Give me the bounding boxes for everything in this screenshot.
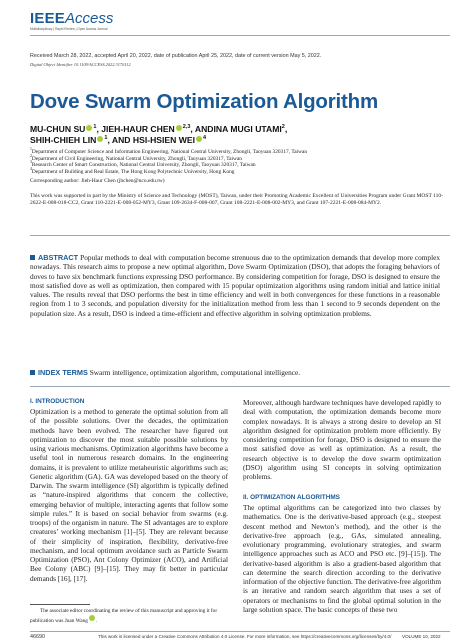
- introduction-body: Optimization is a method to generate the optimal solution from all of the possible solutions. Over the decades, the optimization methods have been evolved. The researcher have figured out optimization to discover the most suitable possible solutions by using various mechanisms. Optimization algorithms have become a useful tool in numerous research domains. In the engineering domains, it is prevalent to utilize metaheuristic algorithms such as; Genetic algorithm (GA). GA was developed based on the theory of Darwin. The swarm intelligence (SI) algorithm is typically defined as “nature-inspired algorithms that concern the collective, emerging behavior of multiple, interacting agents that follow some simple rules.” It is based on social behavior from swarms (e.g. troops) of the organism in nature. The SI advantages are to explore creatures’ working mechanism [1]–[5]. They are relevant because of their simplicity of inspiration, flexibility, derivative-free mechanism, and local optimum avoidance such as Particle Swarm Optimization (PSO), Ant Colony Optimizer (ACO), and Artificial Bee Colony (ABC) [9]–[15]. They may fit better in particular demands [16], [17].: [30, 407, 228, 583]
- orcid-icon[interactable]: [176, 125, 182, 131]
- affiliation-3: $^3$Research Center of Smart Construction, National Central University, Zhongli, Taoyuan 320317, Taiwan: [30, 160, 256, 168]
- abstract-label: ABSTRACT: [38, 253, 79, 262]
- section-heading-introduction: I. INTRODUCTION: [30, 398, 85, 405]
- orcid-icon[interactable]: [89, 615, 95, 621]
- section-heading-optimization: II. OPTIMIZATION ALGORITHMS: [243, 494, 340, 501]
- logo-tagline: Multidisciplinary | Rapid Review | Open Access Journal: [30, 27, 108, 31]
- affiliation-4: $^4$Department of Building and Real Estate, The Hong Kong Polytechnic University, Hong Kong: [30, 166, 235, 175]
- logo-access: Access: [64, 10, 114, 27]
- abstract: [30, 253, 440, 318]
- authors-line-2: [30, 135, 206, 145]
- author-name: , ANDINA MUGI UTAMI: [190, 124, 282, 134]
- authors-line-1: [30, 124, 287, 134]
- author-affil-sup: 1: [93, 124, 97, 131]
- author-name: , JIEH-HAUR CHEN: [96, 124, 175, 134]
- funding-note: This work was supported in part by the Ministry of Science and Technology (MOST), Taiwan, under their Promoting Academic Excellent of Universities Program under Grant MOST 110-2622-E-008-018-CC2, Grant 110-2221-E-008-052-MY3, Grant 109-2634-F-008-007, Grant 108-2221-E-008-002-MY3, and Grant 107-2221-E-008-084-MY2.: [30, 193, 443, 207]
- footnote-rule: [30, 604, 90, 605]
- page-number: 46690: [30, 634, 45, 640]
- footnote: The associate editor coordinating the review of this manuscript and approving it for publication was Juan Wang .: [30, 608, 218, 625]
- author-name: MU-CHUN SU: [30, 124, 86, 134]
- doi-line: Digital Object Identifier 10.1109/ACCESS.2022.3170112: [30, 62, 131, 67]
- footnote-text: The associate editor coordinating the review of this manuscript and approving it for publication was Juan Wang: [30, 608, 218, 625]
- index-terms-label: INDEX TERMS: [38, 368, 88, 377]
- author-affil-sup: 2,3: [182, 124, 191, 131]
- author-name: , AND HSI-HSIEN WEI: [107, 135, 195, 145]
- footer-rule: [30, 631, 450, 632]
- index-terms-text: Swarm intelligence, optimization algorithm, computational intelligence.: [89, 368, 301, 377]
- corresponding-author: Corresponding author: Jieh-Haur Chen (jhchen@ncu.edu.tw): [30, 178, 165, 184]
- header-rule: [30, 35, 450, 36]
- right-column-intro: Moreover, although hardware techniques have developed rapidly to deal with computation, the optimization demands become more complex nowadays. It is always a strong desire to develop an SI algorithm designed for optimization problem more efficiently. By considering competition for forage, DSO is designed to ensure the most satisfied dove as well as optimization. As a result, the research objective is to develop the dove swarm optimization (DSO) algorithm using SI concepts in solving optimization problems.: [243, 398, 441, 481]
- affiliation-1: $^1$Department of Computer Science and Information Engineering, National Central University, Zhongli, Taoyuan 320317, Taiwan: [30, 147, 308, 155]
- license-text[interactable]: This work is licensed under a Creative Commons Attribution 4.0 License. For more information, see https://creativecommons.org/licenses/by/4.0/: [98, 634, 392, 639]
- page-title: Dove Swarm Optimization Algorithm: [30, 90, 379, 113]
- journal-logo: [30, 10, 114, 34]
- abstract-text: Popular methods to deal with computation become strenuous due to the optimization demands that develop more complex nowadays. This research aims to propose a new optimal algorithm, Dove Swarm Optimization (DSO), that adopts the foraging behaviors of doves to have six benchmark functions expressing DSO performance. By considering competition for forage, DSO is designed to ensure the most satisfied dove as well as optimization, then compared with 15 popular optimization algorithms using random initial and lattice initial values. The results reveal that DSO performs the best in time efficiency and well in both convergences for these functions in a reasonable region from 1 to 3 seconds, and population diversity for the initialization method from less than 1 second to 9 seconds dependent on the population size. As a result, DSO is indeed a time-efficient and effective algorithm in solving optimization problems.: [30, 253, 440, 318]
- abstract-bottom-rule: [30, 386, 450, 387]
- section-marker-icon: [30, 255, 35, 260]
- abstract-top-rule: [30, 235, 450, 236]
- section-marker-icon: [30, 370, 35, 375]
- volume-label: VOLUME 10, 2022: [402, 634, 441, 639]
- optimization-body: The optimal algorithms can be categorized into two classes by mathematics. One is the derivative-based approach (e.g., steepest descent method and Newton’s method), and the other is the derivative-free approach (e.g., GAs, simulated annealing, evolutionary programming, evolutionary strategies, and swarm intelligence approaches such as ACO and PSO etc. [9]–[15]). The derivative-based algorithm is also a gradient-based algorithm that can determine the search direction according to the derivative information of the objective function. The derivative-free algorithm is an iterative and random search algorithm that uses a set of operators or mechanisms to find the global optimal solution in the large solution space. The basic concepts of these two: [243, 503, 441, 614]
- affiliation-2: $^2$Department of Civil Engineering, National Central University, Zhongli, Taoyuan 320317, Taiwan: [30, 153, 242, 162]
- author-affil-sup: 1: [104, 135, 108, 142]
- logo-ieee: IEEE: [30, 10, 65, 27]
- orcid-icon[interactable]: [86, 125, 92, 131]
- author-affil-sup: 2: [281, 124, 285, 131]
- author-affil-sup: 4: [202, 135, 207, 142]
- author-comma: ,: [284, 124, 288, 134]
- index-terms: [30, 368, 440, 377]
- author-name: SHIH-CHIEH LIN: [30, 135, 97, 145]
- received-dates: Received March 28, 2022, accepted April 20, 2022, date of publication April 25, 2022, date of current version May 5, 2022.: [30, 53, 322, 59]
- orcid-icon[interactable]: [97, 136, 103, 142]
- orcid-icon[interactable]: [196, 136, 202, 142]
